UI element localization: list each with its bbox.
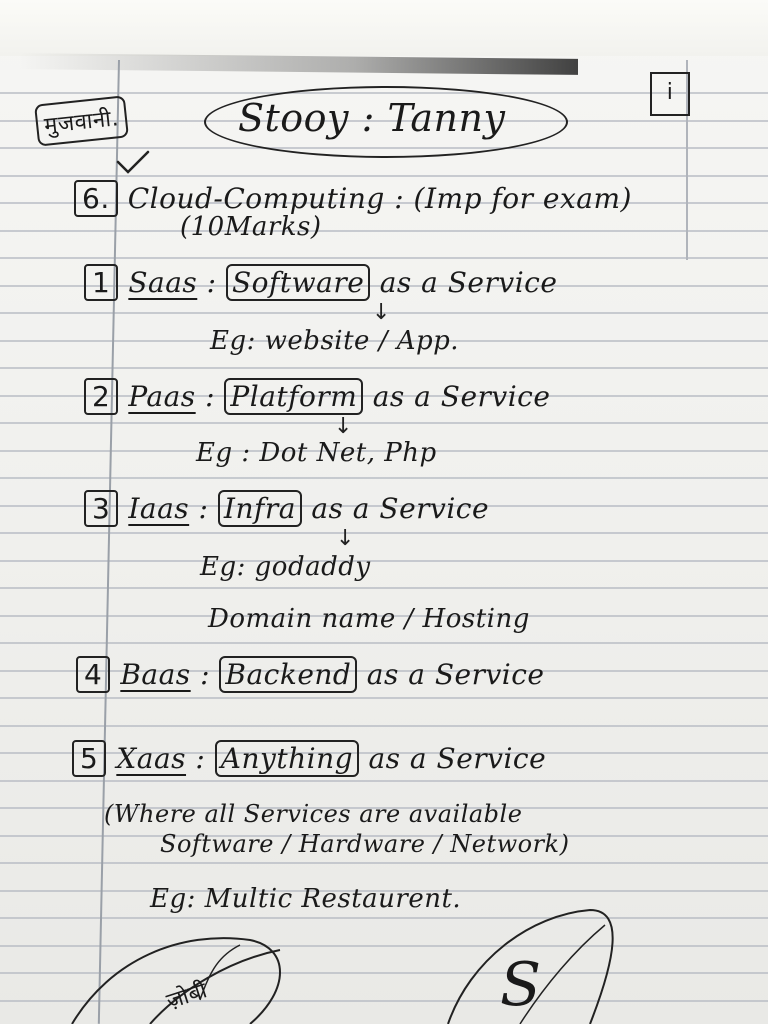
item-5-boxed: Anything — [215, 740, 359, 777]
doodle-hindi-text: ज़ोबी — [163, 978, 211, 1015]
item-1-boxed: Software — [226, 264, 370, 301]
item-1-row: 1 Saas : Software as a Service — [84, 264, 557, 301]
item-2-example-prefix: Eg : — [196, 438, 251, 468]
item-3-example-line-2: Domain name / Hosting — [208, 604, 530, 634]
item-1-example-prefix: Eg: — [210, 326, 256, 356]
hindi-label: मुजवानी. — [34, 95, 129, 146]
item-1-term: Saas — [128, 266, 198, 299]
item-3-row: 3 Iaas : Infra as a Service — [84, 490, 489, 527]
item-3-term: Iaas — [128, 492, 190, 525]
item-1-example-text: website / App. — [264, 326, 460, 356]
item-4-term: Baas — [120, 658, 191, 691]
item-2-rest: as a Service — [372, 380, 551, 413]
doodle-letter: S — [500, 950, 542, 1020]
page-title: Stooy : Tanny — [238, 96, 506, 140]
down-arrow-icon: ↓ — [372, 300, 391, 325]
corner-page-mark: i — [650, 72, 690, 116]
note-example: Eg: Multic Restaurent. — [150, 884, 462, 914]
item-3-rest: as a Service — [311, 492, 490, 525]
item-5-number: 5 — [72, 740, 106, 777]
item-1-rest: as a Service — [379, 266, 558, 299]
item-2-row: 2 Paas : Platform as a Service — [84, 378, 550, 415]
item-4-rest: as a Service — [366, 658, 545, 691]
item-3-example-prefix: Eg: — [200, 552, 246, 582]
down-arrow-icon: ↓ — [334, 414, 353, 439]
item-3-boxed: Infra — [218, 490, 302, 527]
item-5-rest: as a Service — [368, 742, 547, 775]
item-2-number: 2 — [84, 378, 118, 415]
item-5-term: Xaas — [116, 742, 187, 775]
item-2-boxed: Platform — [224, 378, 363, 415]
heading-number: 6. — [74, 180, 118, 217]
item-3-example-text: godaddy — [254, 552, 371, 582]
item-2-example-text: Dot Net, Php — [259, 438, 437, 468]
heading-line-2: (10Marks) — [180, 212, 322, 242]
item-3-number: 3 — [84, 490, 118, 527]
note-line-2: Software / Hardware / Network) — [160, 830, 570, 858]
item-2-term: Paas — [128, 380, 196, 413]
note-line-1: (Where all Services are available — [104, 800, 523, 828]
item-1-number: 1 — [84, 264, 118, 301]
down-arrow-icon: ↓ — [336, 526, 355, 551]
item-4-row: 4 Baas : Backend as a Service — [76, 656, 544, 693]
heading-text: Cloud-Computing : (Imp for exam) — [127, 182, 632, 215]
item-4-number: 4 — [76, 656, 110, 693]
item-5-row: 5 Xaas : Anything as a Service — [72, 740, 546, 777]
item-4-boxed: Backend — [219, 656, 357, 693]
